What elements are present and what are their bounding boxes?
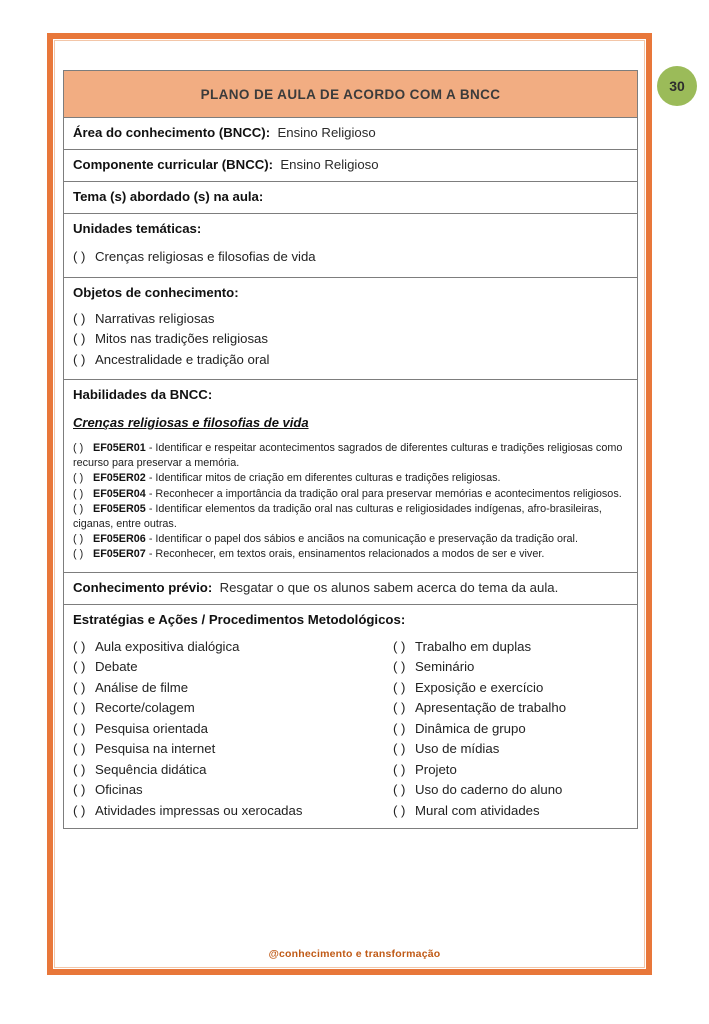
list-item[interactable] <box>73 657 393 678</box>
habilidades-subtitle: Crenças religiosas e filosofias de vida <box>73 415 309 430</box>
list-item[interactable] <box>73 502 628 532</box>
estrategias-label: Estratégias e Ações / Procedimentos Metodológicos: <box>73 611 406 627</box>
habilidade-text: - Reconhecer, em textos orais, ensinamentos relacionados a modos de ser e viver. <box>148 548 545 561</box>
list-item[interactable] <box>393 698 633 719</box>
table-row-unidades-tematicas <box>64 214 638 278</box>
list-item[interactable] <box>393 657 633 678</box>
habilidades-label: Habilidades da BNCC: <box>73 387 213 402</box>
habilidade-code: EF05ER04 <box>93 487 146 500</box>
checkbox-paren[interactable]: ( ) <box>73 331 86 346</box>
checkbox-paren[interactable]: ( ) <box>393 700 406 716</box>
unidades-tematicas-list <box>73 247 628 268</box>
checkbox-paren[interactable]: ( ) <box>73 533 84 546</box>
habilidade-code: EF05ER02 <box>93 472 146 485</box>
list-item[interactable] <box>73 441 628 471</box>
checkbox-paren[interactable]: ( ) <box>73 741 86 757</box>
list-item-label: Pesquisa na internet <box>95 741 216 757</box>
objetos-conhecimento-list <box>73 309 628 371</box>
checkbox-paren[interactable]: ( ) <box>393 782 406 798</box>
list-item[interactable] <box>393 637 633 658</box>
table-row-tema <box>64 182 638 214</box>
list-item[interactable] <box>73 780 393 801</box>
list-item[interactable] <box>393 780 633 801</box>
area-value: Ensino Religioso <box>277 125 376 140</box>
habilidade-text: - Identificar o papel dos sábios e anciãos na comunicação e preservação da tradição oral. <box>148 533 578 546</box>
estrategias-column-left <box>73 637 393 822</box>
list-item-label: Uso do caderno do aluno <box>415 782 563 798</box>
list-item[interactable] <box>393 760 633 781</box>
table-row-title <box>64 71 638 118</box>
list-item-label: Exposição e exercício <box>415 679 544 695</box>
componente-value: Ensino Religioso <box>280 157 379 172</box>
checkbox-paren[interactable]: ( ) <box>393 802 406 818</box>
checkbox-paren[interactable]: ( ) <box>73 720 86 736</box>
area-label: Área do conhecimento (BNCC): <box>73 125 271 140</box>
estrategias-column-right <box>393 637 633 822</box>
list-item-label: Crenças religiosas e filosofias de vida <box>95 249 316 264</box>
list-item-label: Atividades impressas ou xerocadas <box>95 802 303 818</box>
table-row-conhecimento-previo <box>64 572 638 604</box>
table-row-componente-curricular <box>64 150 638 182</box>
checkbox-paren[interactable]: ( ) <box>73 472 84 485</box>
checkbox-paren[interactable]: ( ) <box>393 679 406 695</box>
checkbox-paren[interactable]: ( ) <box>73 351 86 367</box>
habilidade-text: - Reconhecer a importância da tradição oral para preservar memórias e acontecimentos religiosos. <box>148 487 622 500</box>
list-item-label: Análise de filme <box>95 679 189 695</box>
list-item-label: Pesquisa orientada <box>95 720 208 736</box>
estrategias-list-left <box>73 637 393 822</box>
checkbox-paren[interactable]: ( ) <box>73 638 86 654</box>
list-item-label: Sequência didática <box>95 761 207 777</box>
checkbox-paren[interactable]: ( ) <box>393 659 406 675</box>
table-row-estrategias <box>64 604 638 829</box>
list-item-label: Mitos nas tradições religiosas <box>95 331 268 346</box>
habilidade-text: - Identificar e respeitar acontecimentos sagrados de diferentes culturas e tradições religiosas como recurso para preservar a memória. <box>73 442 623 470</box>
list-item[interactable] <box>73 678 393 699</box>
list-item-label: Narrativas religiosas <box>95 310 215 326</box>
list-item[interactable] <box>73 801 393 822</box>
checkbox-paren[interactable]: ( ) <box>73 310 86 326</box>
list-item[interactable] <box>73 247 628 268</box>
checkbox-paren[interactable]: ( ) <box>393 741 406 757</box>
checkbox-paren[interactable]: ( ) <box>73 761 86 777</box>
habilidade-code: EF05ER06 <box>93 533 146 546</box>
list-item[interactable] <box>73 698 393 719</box>
list-item-label: Projeto <box>415 761 457 777</box>
list-item-label: Ancestralidade e tradição oral <box>95 351 270 367</box>
list-item-label: Aula expositiva dialógica <box>95 638 240 654</box>
habilidade-text: - Identificar elementos da tradição oral nas culturas e religiosidades indígenas, afro-brasileiras, ciganas, entre outras. <box>73 502 602 531</box>
habilidade-code: EF05ER07 <box>93 548 146 561</box>
list-item-label: Mural com atividades <box>415 802 540 818</box>
list-item[interactable] <box>73 532 628 547</box>
checkbox-paren[interactable]: ( ) <box>73 802 86 818</box>
objetos-conhecimento-label: Objetos de conhecimento: <box>73 284 239 300</box>
list-item[interactable] <box>393 719 633 740</box>
list-item-label: Apresentação de trabalho <box>415 700 567 716</box>
page-number-badge: 30 <box>657 66 697 106</box>
checkbox-paren[interactable]: ( ) <box>73 659 86 675</box>
list-item[interactable] <box>73 637 393 658</box>
checkbox-paren[interactable]: ( ) <box>73 249 86 264</box>
table-row-habilidades <box>64 380 638 573</box>
table-row-area-conhecimento <box>64 118 638 150</box>
checkbox-paren[interactable]: ( ) <box>73 487 84 500</box>
checkbox-paren[interactable]: ( ) <box>73 679 86 695</box>
list-item[interactable] <box>393 739 633 760</box>
estrategias-columns <box>64 629 637 829</box>
list-item[interactable] <box>393 801 633 822</box>
footer-handle: @conhecimento e transformação <box>268 948 441 960</box>
list-item[interactable] <box>73 719 393 740</box>
conhecimento-previo-label: Conhecimento prévio: <box>73 579 213 595</box>
list-item-label: Trabalho em duplas <box>415 638 532 654</box>
list-item[interactable] <box>393 678 633 699</box>
list-item[interactable] <box>73 350 628 371</box>
list-item[interactable] <box>73 309 628 330</box>
list-item[interactable] <box>73 487 628 502</box>
list-item[interactable] <box>73 739 393 760</box>
habilidades-list <box>73 441 628 563</box>
checkbox-paren[interactable]: ( ) <box>73 548 84 561</box>
checkbox-paren[interactable]: ( ) <box>73 442 84 454</box>
list-item[interactable] <box>73 329 628 350</box>
list-item-label: Dinâmica de grupo <box>415 720 526 736</box>
tema-label: Tema (s) abordado (s) na aula: <box>73 189 264 204</box>
list-item-label: Oficinas <box>95 782 143 798</box>
habilidade-text: - Identificar mitos de criação em diferentes culturas e tradições religiosas. <box>148 472 501 485</box>
checkbox-paren[interactable]: ( ) <box>393 720 406 736</box>
list-item-label: Seminário <box>415 659 475 675</box>
conhecimento-previo-value: Resgatar o que os alunos sabem acerca do tema da aula. <box>219 579 559 595</box>
checkbox-paren[interactable]: ( ) <box>393 638 406 654</box>
checkbox-paren[interactable]: ( ) <box>73 782 86 798</box>
list-item-label: Recorte/colagem <box>95 700 195 716</box>
estrategias-list-right <box>393 637 633 822</box>
title-cell <box>64 71 638 118</box>
list-item-label: Uso de mídias <box>415 741 500 757</box>
list-item-label: Debate <box>95 659 138 675</box>
checkbox-paren[interactable]: ( ) <box>73 502 84 515</box>
list-item[interactable] <box>73 471 628 486</box>
checkbox-paren[interactable]: ( ) <box>393 761 406 777</box>
table-row-objetos-conhecimento <box>64 277 638 380</box>
list-item[interactable] <box>73 547 628 562</box>
page-title: PLANO DE AULA DE ACORDO COM A BNCC <box>200 86 501 102</box>
habilidade-code: EF05ER05 <box>93 502 146 515</box>
checkbox-paren[interactable]: ( ) <box>73 700 86 716</box>
lesson-plan-table <box>63 70 638 829</box>
list-item[interactable] <box>73 760 393 781</box>
habilidade-code: EF05ER01 <box>93 442 146 454</box>
unidades-tematicas-label: Unidades temáticas: <box>73 221 202 236</box>
componente-label: Componente curricular (BNCC): <box>73 157 274 172</box>
